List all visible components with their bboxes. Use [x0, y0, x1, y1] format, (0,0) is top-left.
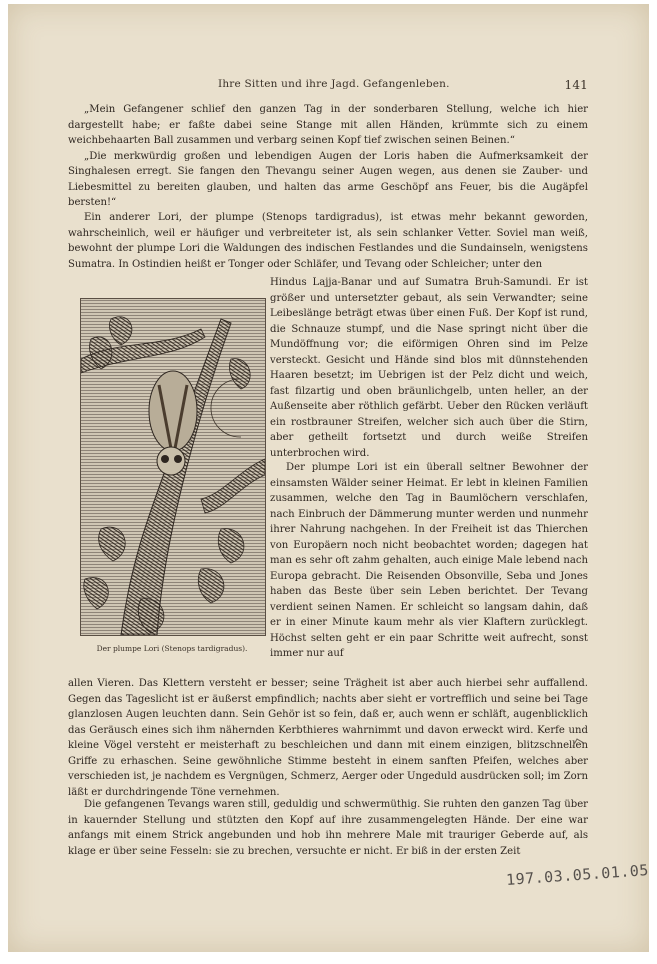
handwritten-catalog-number: 197.03.05.01.05: [505, 861, 650, 889]
paragraph-habits: allen Vieren. Das Klettern versteht er besser; seine Trägheit ist aber auch hierbei sehr auffallend. Gegen das Tageslicht ist er äußerst empfindlich; nachts aber sieht er vortrefflich und seine bei Tage glanzlosen Augen leuchten dann. Sein Gehör ist so fein, daß er, auch wenn er schläft, augenblicklich das Geräusch eines sich ihm nähernden Kerbthieres wahrnimmt und davon erweckt wird. Kerfe und kleine Vögel versteht er meisterhaft zu beschleichen und dann mit einem einzigen, blitzschnellen Griffe zu erhaschen. Seine gewöhnliche Stimme besteht in einem sanften Pfeifen, welches aber verschieden ist, je nachdem es Vergnügen, Schmerz, Aerger oder Ungeduld ausdrücken soll; im Zorn läßt er durchdringende Töne vernehmen.: [68, 678, 588, 798]
document-page: [8, 4, 649, 952]
quote-paragraph-1: „Mein Gefangener schlief den ganzen Tag in der sonderbaren Stellung, welche ich hier dargestellt habe; er faßte dabei seine Stange mit allen Händen, krümmte sich zu einem weichbehaarten Ball zusammen und verbarg seinen Kopf tief zwischen seinen Beinen.“: [68, 104, 588, 146]
page-number: 141: [564, 78, 588, 92]
paragraph-description: Hindus Lajja-Banar und auf Sumatra Bruh-Samundi. Er ist größer und untersetzter gebaut, als sein Verwandter; seine Leibeslänge beträgt etwas über einen Fuß. Der Kopf ist rund, die Schnauze stumpf, und die Nase springt nicht über die Mundöffnung vor; die eiförmigen Ohren sind im Pelze versteckt. Gesicht und Hände sind blos mit dünnstehenden Haaren besetzt; im Uebrigen ist der Pelz dicht und weich, fast filzartig und oben bräunlichgelb, unten heller, an der Außenseite aber röthlich gefärbt. Ueber den Rücken verläuft ein rostbrauner Streifen, welcher sich auch über die Stirn, aber getheilt fortsetzt und durch weiße Streifen unterbrochen wird.: [270, 277, 588, 459]
loris-body: [149, 371, 197, 451]
quote-block: [68, 102, 588, 211]
header-title: Ihre Sitten und ihre Jagd. Gefangenleben.: [218, 78, 450, 90]
quote-paragraph-2: „Die merkwürdig großen und lebendigen Augen der Loris haben die Aufmerksamkeit der Singhalesen erregt. Sie fangen den Thevangu seiner Augen wegen, aus denen sie Zauber- und Liebesmittel zu bereiten glauben, und halten das arme Geschöpf ans Feuer, bis die Augäpfel bersten!“: [68, 150, 588, 208]
paragraph-captivity: Die gefangenen Tevangs waren still, geduldig und schwermüthig. Sie ruhten den ganzen Tag über in kauernder Stellung und stützten den Kopf auf ihre zusammengelegten Hände. Der eine war anfangs mit einem Strick angebunden und hob ihn mehrere Male mit trauriger Geberde auf, als klage er über seine Fesseln: sie zu brechen, versuchte er nicht. Er biß in der ersten Zeit: [68, 799, 588, 857]
loris-engraving: [80, 298, 266, 636]
engraving-illustration: [81, 299, 265, 635]
figure-caption: Der plumpe Lori (Stenops tardigradus).: [96, 644, 248, 653]
paragraph-plumper-lori-intro: Ein anderer Lori, der plumpe (Stenops tardigradus), ist etwas mehr bekannt geworden, wahrscheinlich, weil er häufiger und verbreiteter ist, als sein schlanker Vetter. Soviel man weiß, bewohnt der plumpe Lori die Waldungen des indischen Festlandes und die Sundainseln, wenigstens Sumatra. In Ostindien heißt er Tonger oder Schläfer, und Tevang oder Schleicher; unter den: [68, 212, 588, 270]
paragraph-habitat: Der plumpe Lori ist ein überall seltner Bewohner der einsamsten Wälder seiner Heimat. Er lebt in kleinen Familien zusammen, welche den Tag in Baumlöchern verschlafen, nach Einbruch der Dämmerung munter werden und nunmehr ihrer Nahrung nachgehen. In der Freiheit ist das Thierchen von Europäern noch nicht beobachtet worden; dagegen hat man es sehr oft zahm gehalten, auch einige Male lebend nach Europa gebracht. Die Reisenden Obsonville, Seba und Jones haben das Beste über sein Leben berichtet. Der Tevang verdient seinen Namen. Er schleicht so langsam dahin, daß er in einer Minute kaum mehr als vier Klaftern zurücklegt. Höchst selten geht er ein paar Schritte weit aufrecht, sonst immer nur auf: [270, 462, 588, 659]
